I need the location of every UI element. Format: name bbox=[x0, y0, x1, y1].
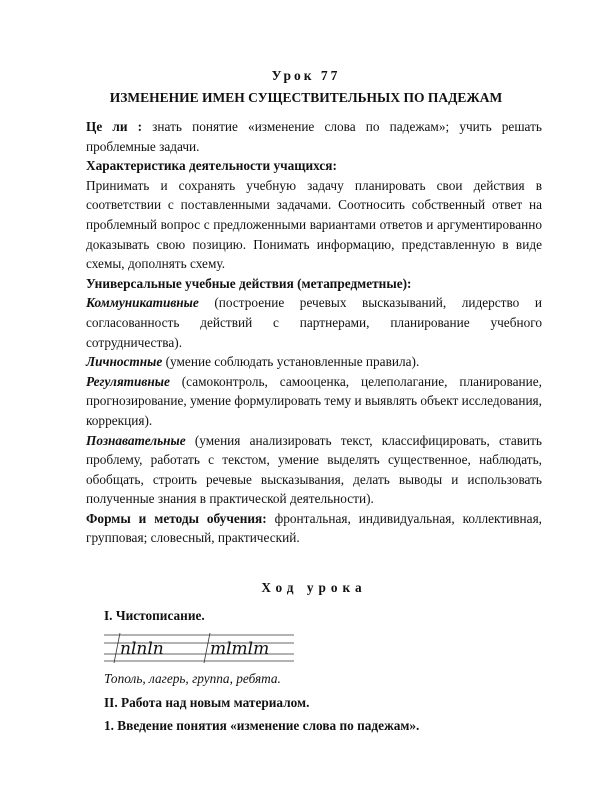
characteristics-text: Принимать и сохранять учебную задачу планировать свои действия в соответствии с поставленными задачами. Соотносить собственный ответ на проблемный вопрос с предложенными вариантами ответов и аргументированно доказывать свою позицию. Понимать информацию, представленную в виде схемы, дополнять схему. bbox=[86, 177, 542, 272]
cursive-sample-2: mlmlm bbox=[210, 639, 270, 660]
goals-label: Це ли : bbox=[86, 119, 143, 134]
personal-text: (умение соблюдать установленные правила). bbox=[162, 354, 420, 370]
forms-paragraph bbox=[86, 509, 542, 548]
regulative-paragraph bbox=[86, 372, 542, 431]
document-body bbox=[86, 117, 542, 736]
regulative-text: (самоконтроль, самооценка, целеполагание, планирование, прогнозирование, умение формулировать тему и выявлять объект исследования, коррекция). bbox=[86, 373, 543, 428]
regulative-label: Регулятивные bbox=[86, 373, 170, 389]
communicative-label: Коммуникативные bbox=[86, 295, 199, 311]
lesson-number: Урок 77 bbox=[271, 68, 341, 83]
communicative-text: (построение речевых высказываний, лидерство и согласованность действий с партнерами, планирование учебного сотрудничества). bbox=[86, 295, 542, 350]
personal-paragraph bbox=[86, 352, 542, 372]
writing-lines-graphic bbox=[104, 629, 294, 665]
section-new-material: II. Работа над новым материалом. bbox=[104, 694, 310, 710]
characteristics-heading: Характеристика деятельности учащихся: bbox=[86, 158, 337, 174]
practice-words: Тополь, лагерь, группа, ребята. bbox=[104, 671, 281, 687]
personal-label: Личностные bbox=[86, 354, 163, 370]
goals-text: знать понятие «изменение слова по падежам»; учить решать проблемные задачи. bbox=[86, 119, 542, 154]
section-penmanship: I. Чистописание. bbox=[104, 607, 205, 623]
subsection-introduction: 1. Введение понятия «изменение слова по падежам». bbox=[104, 718, 420, 734]
cursive-sample-1: nlnln bbox=[120, 639, 164, 660]
course-heading: Ход урока bbox=[261, 580, 367, 596]
goals-paragraph bbox=[86, 117, 542, 156]
cognitive-text: (умения анализировать текст, классифицировать, ставить проблему, работать с текстом, умение выделять существенное, наблюдать, обобщать, строить речевые высказывания, делать выводы и использовать полученные знания в практической деятельности). bbox=[86, 432, 542, 507]
communicative-paragraph bbox=[86, 293, 542, 352]
uud-heading: Универсальные учебные действия (метапредметные): bbox=[86, 275, 412, 291]
penmanship-lines bbox=[104, 629, 294, 665]
forms-text: фронтальная, индивидуальная, коллективная, групповая; словесный, практический. bbox=[86, 510, 543, 546]
forms-label: Формы и методы обучения: bbox=[86, 510, 267, 526]
cognitive-label: Познавательные bbox=[86, 432, 186, 448]
cognitive-paragraph bbox=[86, 431, 542, 509]
lesson-title: ИЗМЕНЕНИЕ ИМЕН СУЩЕСТВИТЕЛЬНЫХ ПО ПАДЕЖАМ bbox=[109, 90, 503, 105]
